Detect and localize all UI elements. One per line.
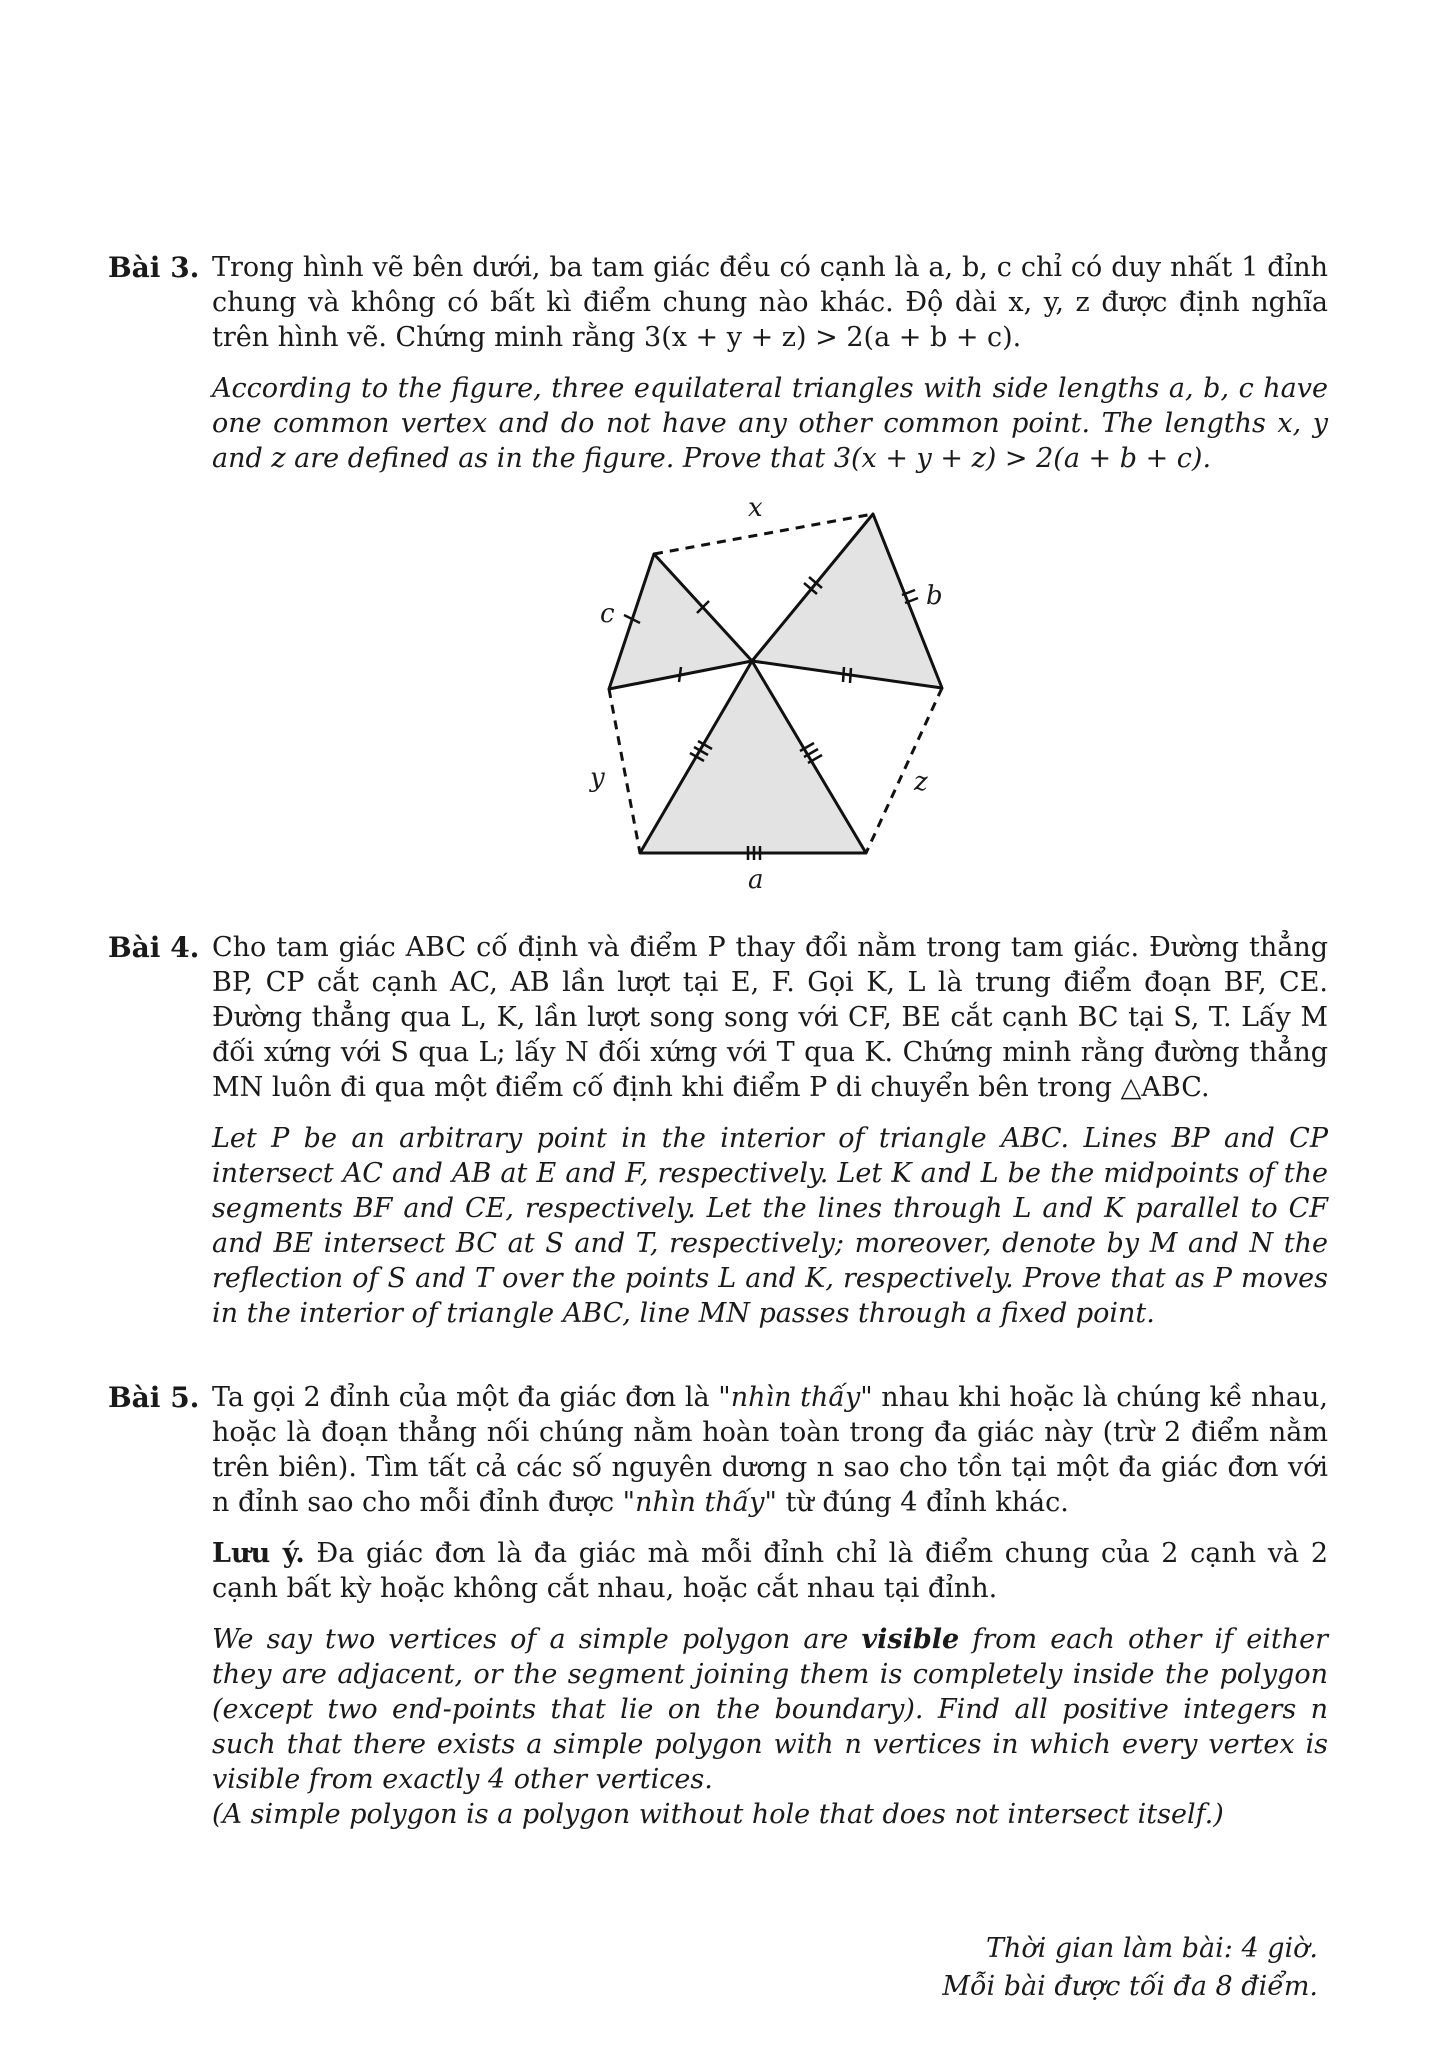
label-x: x: [748, 495, 763, 523]
problem-4-english: Let P be an arbitrary point in the interior of triangle ABC. Lines BP and CP intersect AC and AB at E and F, respectively. Let K and L be the midpoints of the segments BF and CE, respectively. Let the lines through L and K parallel to CF and BE intersect BC at S and T, respectively; moreover, denote by M and N the reflection of S and T over the points L and K, respectively. Prove that as P moves in the interior of triangle ABC, line MN passes through a fixed point.: [212, 1123, 1328, 1329]
label-b: b: [926, 581, 943, 611]
triangles-figure: [560, 495, 960, 895]
problem-3: [108, 250, 1328, 492]
max-points: Mỗi bài được tối đa 8 điểm.: [942, 1971, 1318, 2002]
segment-y: [609, 689, 640, 853]
note-text: Đa giác đơn là đa giác mà mỗi đỉnh chỉ là điểm chung của 2 cạnh và 2 cạnh bất kỳ hoặc không cắt nhau, hoặc cắt nhau tại đỉnh.: [212, 1538, 1328, 1604]
time-limit: Thời gian làm bài: 4 giờ.: [986, 1933, 1318, 1964]
term-nhin-thay-2: nhìn thấy: [635, 1487, 765, 1518]
triangle-a: [640, 661, 866, 853]
problem-3-english: According to the figure, three equilateral triangles with side lengths a, b, c have one common vertex and do not have any other common point. The lengths x, y and z are defined as in the figure. Prove that 3(x + y + z) > 2(a + b + c).: [212, 373, 1328, 474]
problem-3-label: Bài 3.: [108, 251, 200, 284]
problem-5-vietnamese: Ta gọi 2 đỉnh của một đa giác đơn là "nhìn thấy" nhau khi hoặc là chúng kề nhau, hoặc là đoạn thẳng nối chúng nằm hoàn toàn trong đa giác này (trừ 2 điểm nằm trên biên). Tìm tất cả các số nguyên dương n sao cho tồn tại một đa giác đơn với n đỉnh sao cho mỗi đỉnh được "nhìn thấy" từ đúng 4 đỉnh khác.: [212, 1382, 1328, 1518]
note-label: Lưu ý.: [212, 1538, 305, 1569]
problem-5-english: We say two vertices of a simple polygon are visible from each other if either they are adjacent, or the segment joining them is completely inside the polygon (except two end-points that lie on the boundary). Find all positive integers n such that there exists a simple polygon with n vertices in which every vertex is visible from exactly 4 other vertices. (A simple polygon is a polygon without hole that does not intersect itself.): [212, 1624, 1328, 1830]
exam-footer: [942, 1930, 1318, 2006]
problem-3-vietnamese: Trong hình vẽ bên dưới, ba tam giác đều có cạnh là a, b, c chỉ có duy nhất 1 đỉnh chung và không có bất kì điểm chung nào khác. Độ dài x, y, z được định nghĩa trên hình vẽ. Chứng minh rằng 3(x + y + z) > 2(a + b + c).: [212, 252, 1328, 353]
label-z: z: [914, 767, 928, 797]
label-c: c: [600, 599, 615, 629]
label-y: y: [590, 763, 605, 793]
label-a: a: [748, 865, 764, 895]
term-nhin-thay: nhìn thấy: [730, 1382, 861, 1413]
problem-5: [108, 1380, 1328, 1848]
problem-4-vietnamese: Cho tam giác ABC cố định và điểm P thay đổi nằm trong tam giác. Đường thẳng BP, CP cắt cạnh AC, AB lần lượt tại E, F. Gọi K, L là trung điểm đoạn BF, CE. Đường thẳng qua L, K, lần lượt song song với CF, BE cắt cạnh BC tại S, T. Lấy M đối xứng với S qua L; lấy N đối xứng với T qua K. Chứng minh rằng đường thẳng MN luôn đi qua một điểm cố định khi điểm P di chuyển bên trong △ABC.: [212, 932, 1328, 1103]
term-visible: visible: [861, 1624, 960, 1655]
problem-4-label: Bài 4.: [108, 931, 200, 964]
segment-z: [866, 688, 942, 853]
problem-5-label: Bài 5.: [108, 1381, 200, 1414]
problem-4: [108, 930, 1328, 1347]
segment-x: [654, 514, 873, 554]
problem-5-note: [212, 1536, 1328, 1606]
